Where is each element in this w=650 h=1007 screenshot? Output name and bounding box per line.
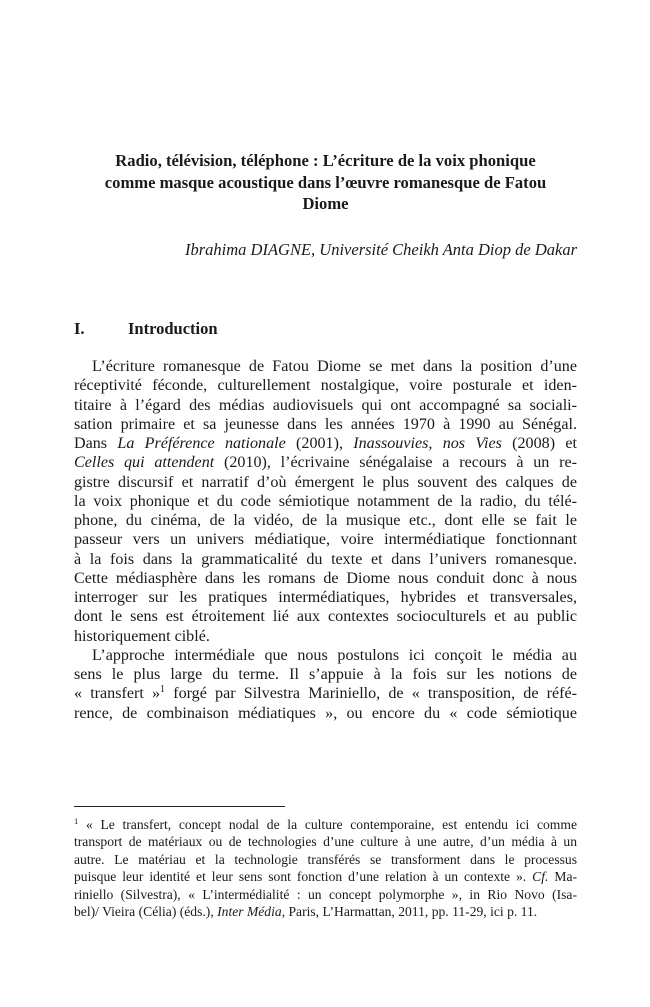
text-run: dont le sens est étroitement lié aux contextes socioculturels et au public: [74, 608, 577, 626]
italic-text: Celles qui attendent: [74, 454, 215, 472]
text-run: bel)/ Vieira (Célia) (éds.),: [74, 904, 218, 920]
text-run: interroger sur les pratiques intermédiatiques, hybrides et transversales,: [74, 589, 577, 606]
text-run: sation primaire et sa jeunesse dans les années 1970 à 1990 au Sénégal.: [74, 415, 577, 433]
title-line: Diome: [302, 194, 349, 213]
text-run: la voix phonique et du code sémiotique notamment de la radio, du télé-: [74, 492, 577, 510]
text-line: [74, 903, 577, 920]
text-run: Ma-: [548, 869, 578, 885]
text-line: [74, 607, 577, 626]
text-run: forgé par Silvestra Mariniello, de « transposition, de réfé-: [165, 685, 577, 703]
text-line: [74, 434, 577, 453]
section-number: I.: [74, 319, 85, 338]
body-text: [74, 357, 577, 723]
article-title: [74, 150, 577, 215]
text-line: [74, 627, 577, 646]
section-title: Introduction: [128, 319, 218, 338]
text-run: riniello (Silvestra), « L’intermédialité : un concept polymorphe », in Rio Novo (Isa-: [74, 886, 577, 902]
italic-text: La Préférence nationale: [117, 435, 286, 452]
text-line: [74, 886, 577, 903]
text-run: autre. Le matériau et la technologie transférés se transforment dans le processus: [74, 851, 577, 867]
text-line: [74, 376, 577, 395]
text-run: sens le plus large du terme. Il s’appuie à la fois sur les notions de: [74, 666, 577, 683]
text-line: [74, 473, 577, 492]
text-line: [74, 453, 577, 472]
section-heading: [74, 319, 218, 339]
text-line: [74, 569, 577, 588]
italic-text: Inter Média: [217, 904, 282, 920]
italic-text: Cf.: [532, 869, 549, 885]
paragraph: [74, 646, 577, 723]
text-run: historiquement ciblé.: [74, 627, 210, 645]
text-line: [74, 588, 577, 607]
text-line: [74, 492, 577, 511]
text-run: Cette médiasphère dans les romans de Diome nous conduit donc à nous: [74, 569, 577, 587]
italic-text: Inassouvies, nos Vies: [353, 435, 502, 452]
text-run: L’approche intermédiale que nous postulons ici conçoit le média au: [92, 646, 577, 664]
text-run: passeur vers un univers médiatique, voire intermédiatique fonctionnant: [74, 531, 577, 549]
text-run: puisque leur identité et leur sens sont fonction d’une relation à un contexte ».: [74, 869, 533, 885]
text-run: à la fois dans la grammaticalité du texte et dans l’univers romanesque.: [74, 550, 577, 568]
text-run: (2008) et: [501, 435, 577, 452]
text-line: [74, 396, 577, 415]
footnote-marker: 1: [160, 684, 166, 696]
text-line: [74, 704, 577, 723]
text-line: [74, 530, 577, 549]
title-line: Radio, télévision, téléphone : L’écriture de la voix phonique: [115, 151, 536, 170]
text-line: [74, 511, 577, 530]
text-line: [74, 665, 577, 684]
text-run: transport de matériaux ou de technologies d’une culture à une autre, d’un média à un: [74, 834, 577, 850]
footnote-separator: [74, 806, 285, 807]
text-run: L’écriture romanesque de Fatou Diome se met dans la position d’une: [92, 358, 577, 375]
text-run: titaire à l’égard des médias audiovisuels qui ont accompagné sa sociali-: [74, 396, 577, 414]
title-line: comme masque acoustique dans l’œuvre romanesque de Fatou: [104, 172, 547, 192]
text-run: (2001),: [285, 435, 354, 452]
text-line: [74, 816, 577, 833]
text-line: [74, 646, 577, 665]
text-run: gistre discursif et narratif d’où émergent le plus souvent des calques de: [74, 473, 577, 491]
text-line: [74, 684, 577, 703]
text-run: rence, de combinaison médiatiques », ou encore du « code sémiotique: [74, 704, 577, 722]
text-line: [74, 868, 577, 885]
text-run: « Le transfert, concept nodal de la culture contemporaine, est entendu ici comme: [78, 817, 577, 832]
text-run: , Paris, L’Harmattan, 2011, pp. 11-29, ici p. 11.: [281, 904, 538, 920]
text-line: [74, 851, 577, 868]
footnote: [74, 816, 577, 920]
text-line: [74, 833, 577, 850]
footnote-marker: 1: [74, 816, 79, 826]
text-run: Dans: [74, 435, 118, 452]
text-run: réceptivité féconde, culturellement nostalgique, voire posturale et iden-: [74, 377, 577, 395]
text-run: (2010), l’écrivaine sénégalaise a recours à un re-: [214, 454, 577, 472]
text-line: [74, 550, 577, 569]
text-line: [74, 415, 577, 434]
text-run: phone, du cinéma, de la vidéo, de la musique etc., dont elle se fait le: [74, 512, 577, 529]
text-line: [74, 357, 577, 376]
author-affiliation: Ibrahima DIAGNE, Université Cheikh Anta Diop de Dakar: [185, 240, 577, 259]
paragraph: [74, 357, 577, 646]
text-run: « transfert »: [74, 685, 161, 703]
